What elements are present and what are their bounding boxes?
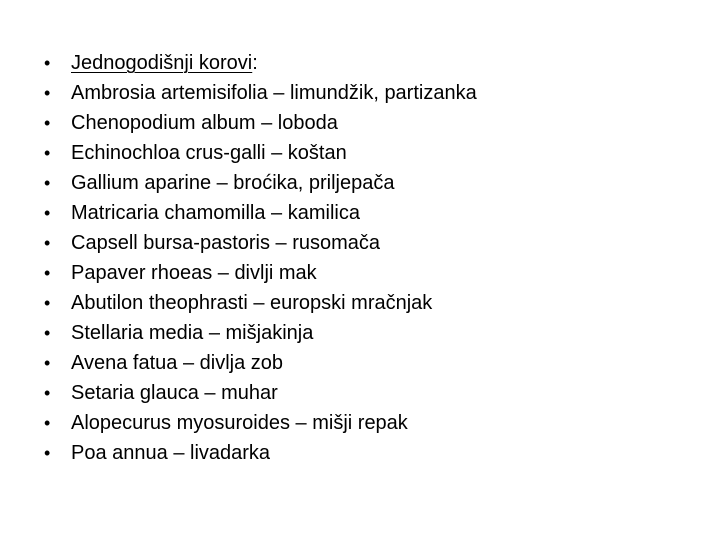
bullet-icon: • <box>44 53 51 73</box>
list-item-text: Capsell bursa-pastoris – rusomača <box>71 232 381 254</box>
bullet-icon: • <box>44 413 51 433</box>
list-item-text: Ambrosia artemisifolia – limundžik, partizanka <box>71 82 477 104</box>
list-heading-item <box>44 48 477 78</box>
list-item-text: Papaver rhoeas – divlji mak <box>71 262 317 284</box>
bullet-icon: • <box>44 233 51 253</box>
list-item <box>44 378 477 408</box>
bullet-icon: • <box>44 203 51 223</box>
weed-list <box>44 48 477 468</box>
list-item-text: Chenopodium album – loboda <box>71 112 338 134</box>
list-item <box>44 258 477 288</box>
bullet-icon: • <box>44 443 51 463</box>
bullet-icon: • <box>44 263 51 283</box>
bullet-icon: • <box>44 143 51 163</box>
list-item <box>44 198 477 228</box>
list-item <box>44 348 477 378</box>
bullet-icon: • <box>44 113 51 133</box>
list-item-text: Alopecurus myosuroides – mišji repak <box>71 412 408 434</box>
list-item-text: Gallium aparine – broćika, priljepača <box>71 172 395 194</box>
list-item <box>44 78 477 108</box>
list-item <box>44 138 477 168</box>
list-item <box>44 288 477 318</box>
bullet-icon: • <box>44 353 51 373</box>
list-heading: Jednogodišnji korovi <box>71 52 253 74</box>
list-item <box>44 318 477 348</box>
list-item <box>44 438 477 468</box>
list-item-text: Echinochloa crus-galli – koštan <box>71 142 347 164</box>
bullet-icon: • <box>44 323 51 343</box>
bullet-icon: • <box>44 293 51 313</box>
list-item <box>44 228 477 258</box>
list-item-text: Setaria glauca – muhar <box>71 382 278 404</box>
list-item-text: Avena fatua – divlja zob <box>71 352 284 374</box>
list-item-text: Stellaria media – mišjakinja <box>71 322 314 344</box>
list-item <box>44 408 477 438</box>
bullet-icon: • <box>44 383 51 403</box>
list-item <box>44 108 477 138</box>
list-item-text: Matricaria chamomilla – kamilica <box>71 202 360 224</box>
list-heading-colon: : <box>252 52 258 74</box>
bullet-icon: • <box>44 173 51 193</box>
list-item-text: Poa annua – livadarka <box>71 442 271 464</box>
bullet-icon: • <box>44 83 51 103</box>
list-item-text: Abutilon theophrasti – europski mračnjak <box>71 292 433 314</box>
list-item <box>44 168 477 198</box>
